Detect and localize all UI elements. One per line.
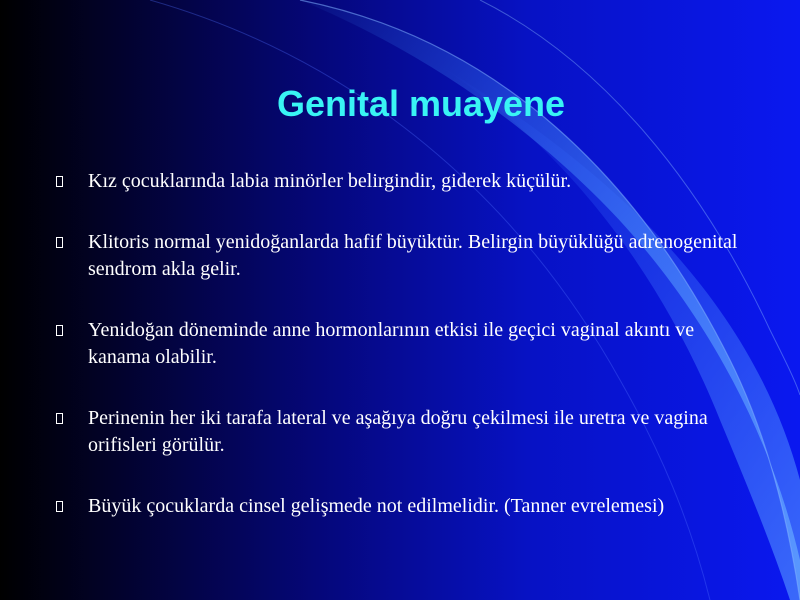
bullet-text: Klitoris normal yenidoğanlarda hafif büyüktür. Belirgin büyüklüğü adrenogenital sendrom akla gelir.	[88, 231, 738, 280]
square-outline-icon	[56, 325, 63, 336]
bullet-item	[56, 168, 756, 195]
bullet-item	[56, 317, 756, 371]
square-outline-icon	[56, 176, 63, 187]
bullet-item	[56, 229, 756, 283]
square-outline-icon	[56, 413, 63, 424]
bullet-text: Yenidoğan döneminde anne hormonlarının etkisi ile geçici vaginal akıntı ve kanama olabilir.	[88, 319, 695, 368]
bullet-item	[56, 493, 756, 520]
square-outline-icon	[56, 237, 63, 248]
bullet-text: Kız çocuklarında labia minörler belirgindir, giderek küçülür.	[88, 170, 572, 192]
slide-title: Genital muayene	[276, 83, 566, 124]
bullet-text: Perinenin her iki tarafa lateral ve aşağıya doğru çekilmesi ile uretra ve vagina orifisleri görülür.	[88, 407, 708, 456]
bullet-list	[56, 168, 756, 520]
bullet-text: Büyük çocuklarda cinsel gelişmede not edilmelidir. (Tanner evrelemesi)	[88, 495, 665, 517]
bullet-item	[56, 405, 756, 459]
square-outline-icon	[56, 501, 63, 512]
